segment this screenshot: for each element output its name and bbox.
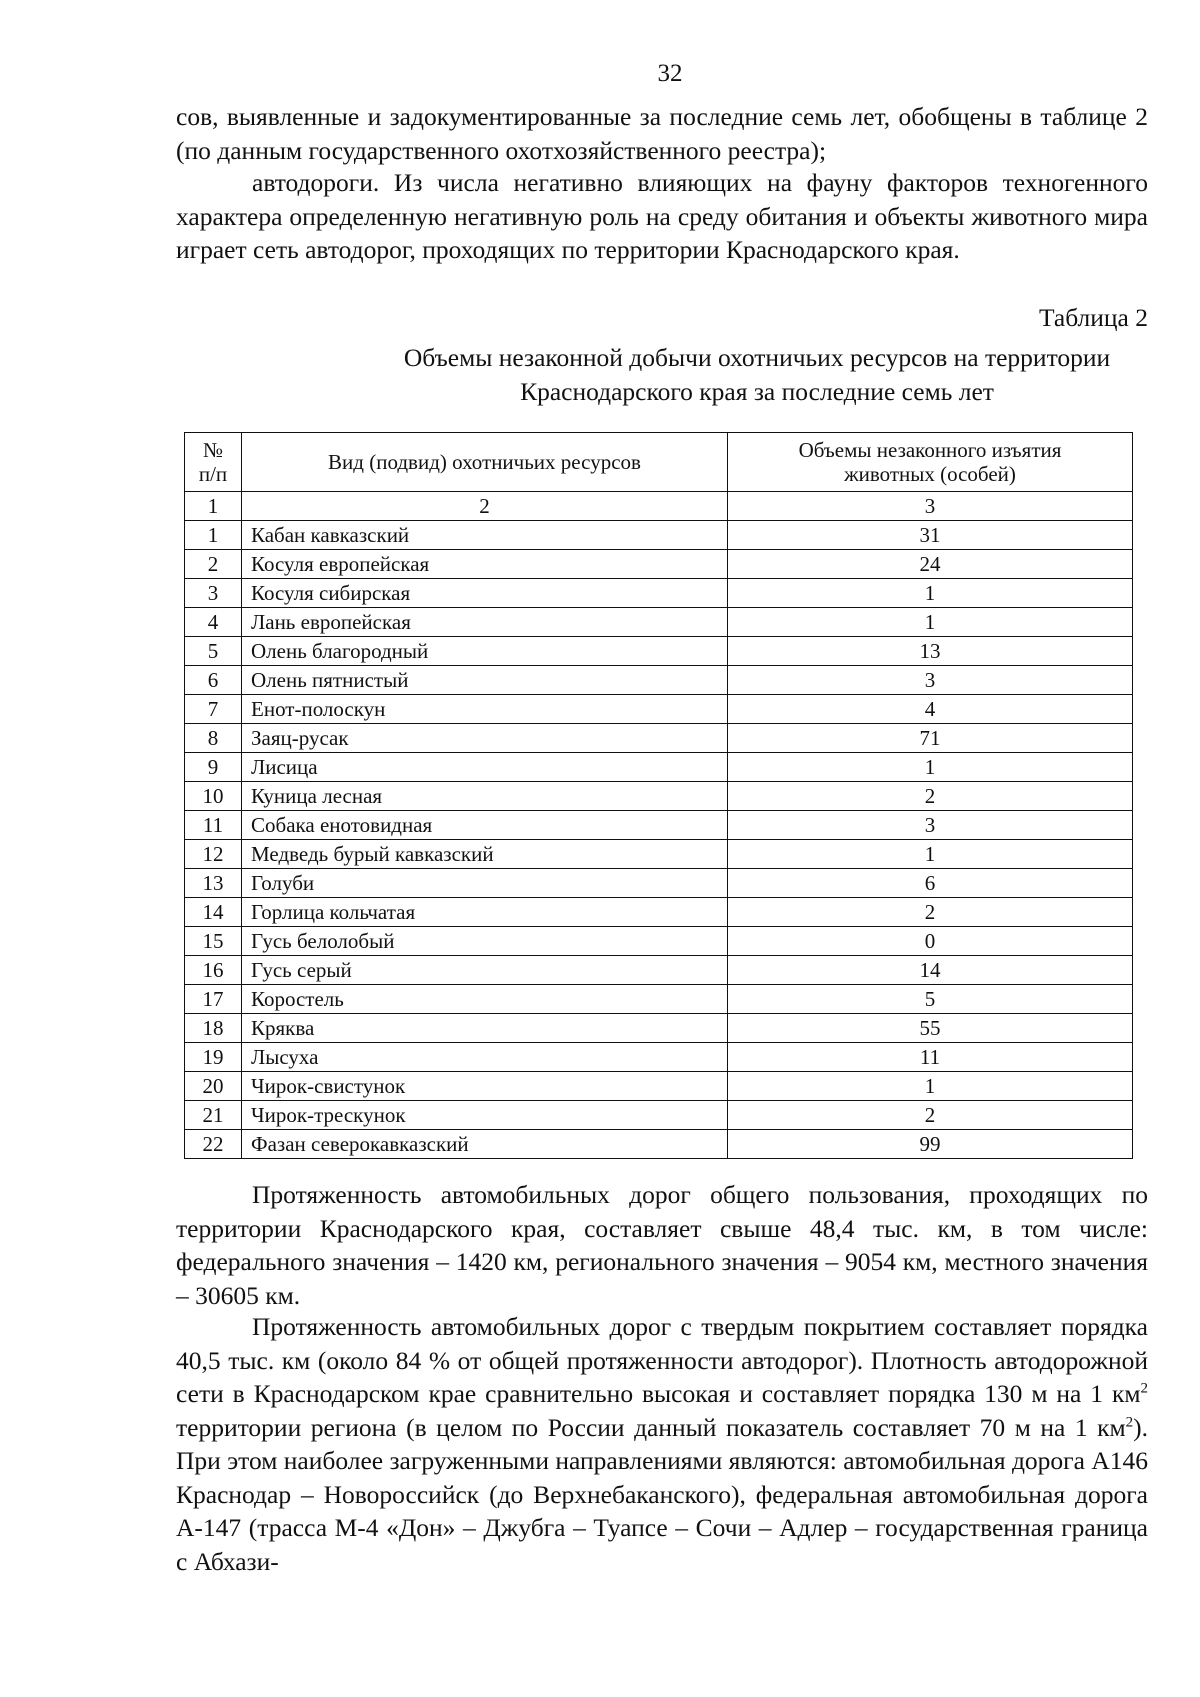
row-number: 5 — [185, 637, 242, 666]
table-row — [185, 579, 1133, 608]
row-number: 22 — [185, 1130, 242, 1159]
row-value: 1 — [728, 753, 1133, 782]
paragraph-3: Протяженность автомобильных дорог общего пользования, проходящих по территории Краснодарского края, составляет свыше 48,4 тыс. км, в том числе: федерального значения – 1420 км, регионального значения – 9054 км, местного значения – 30605 км. — [176, 1180, 1148, 1310]
table-row — [185, 869, 1133, 898]
superscript: 2 — [1125, 1414, 1134, 1430]
row-species: Чирок-свистунок — [242, 1072, 728, 1101]
row-species: Фазан северокавказский — [242, 1130, 728, 1159]
row-value: 0 — [728, 927, 1133, 956]
row-number: 21 — [185, 1101, 242, 1130]
row-species: Голуби — [242, 869, 728, 898]
table-row — [185, 637, 1133, 666]
row-value: 1 — [728, 1072, 1133, 1101]
table-row — [185, 753, 1133, 782]
table-row — [185, 811, 1133, 840]
table-row — [185, 1014, 1133, 1043]
table-row — [185, 782, 1133, 811]
paragraph-4-part-1: Протяженность автомобильных дорог с твердым покрытием составляет порядка 40,5 тыс. км (около 84 % от общей протяженности автодорог). Плотность автодорожной сети в Краснодарском крае сравнительно высокая и составляет порядка 130 м на 1 км — [176, 1312, 1148, 1408]
table-row — [185, 666, 1133, 695]
row-value: 6 — [728, 869, 1133, 898]
row-number: 14 — [185, 898, 242, 927]
table-row — [185, 985, 1133, 1014]
row-number: 12 — [185, 840, 242, 869]
row-value: 13 — [728, 637, 1133, 666]
column-number: 3 — [728, 492, 1133, 521]
row-value: 1 — [728, 579, 1133, 608]
table-row — [185, 521, 1133, 550]
row-value: 31 — [728, 521, 1133, 550]
row-species: Заяц-русак — [242, 724, 728, 753]
row-number: 11 — [185, 811, 242, 840]
table-row — [185, 1043, 1133, 1072]
row-value: 24 — [728, 550, 1133, 579]
row-value: 3 — [728, 811, 1133, 840]
row-species: Кряква — [242, 1014, 728, 1043]
superscript: 2 — [1140, 1380, 1148, 1397]
row-number: 3 — [185, 579, 242, 608]
row-species: Олень благородный — [242, 637, 728, 666]
row-number: 16 — [185, 956, 242, 985]
data-table — [184, 432, 1133, 1159]
row-species: Медведь бурый кавказский — [242, 840, 728, 869]
table-label: Таблица 2 — [1038, 303, 1148, 332]
table-row — [185, 956, 1133, 985]
table-row — [185, 608, 1133, 637]
row-value: 3 — [728, 666, 1133, 695]
row-species: Чирок-трескунок — [242, 1101, 728, 1130]
row-number: 4 — [185, 608, 242, 637]
row-number: 2 — [185, 550, 242, 579]
header-value — [728, 433, 1133, 492]
header-value-line-1: Объемы незаконного изъятия — [798, 438, 1062, 462]
paragraph-4 — [176, 1310, 1148, 1578]
row-number: 9 — [185, 753, 242, 782]
header-num-line-1: № — [202, 438, 224, 462]
row-number: 7 — [185, 695, 242, 724]
row-number: 13 — [185, 869, 242, 898]
row-species: Лысуха — [242, 1043, 728, 1072]
table-row — [185, 840, 1133, 869]
row-species: Косуля сибирская — [242, 579, 728, 608]
row-value: 1 — [728, 840, 1133, 869]
row-species: Горлица кольчатая — [242, 898, 728, 927]
row-value: 55 — [728, 1014, 1133, 1043]
row-species: Кабан кавказский — [242, 521, 728, 550]
header-num — [185, 433, 242, 492]
table-title — [176, 341, 1200, 409]
row-species: Гусь серый — [242, 956, 728, 985]
table-title-line-1: Объемы незаконной добычи охотничьих ресурсов на территории — [403, 343, 1111, 372]
row-value: 2 — [728, 1101, 1133, 1130]
header-name: Вид (подвид) охотничьих ресурсов — [242, 433, 728, 492]
row-value: 2 — [728, 782, 1133, 811]
table-row — [185, 898, 1133, 927]
row-number: 18 — [185, 1014, 242, 1043]
row-value: 2 — [728, 898, 1133, 927]
row-value: 71 — [728, 724, 1133, 753]
row-value: 1 — [728, 608, 1133, 637]
paragraph-4-part-3: ). При этом наиболее загруженными направлениями являются: автомобильная дорога А146 Краснодар – Новороссийск (до Верхнебаканского), федеральная автомобильная дорога А-147 (трасса М-4 «Дон» – Джубга – Туапсе – Сочи – Адлер – государственная граница с Абхази- — [176, 1412, 1148, 1576]
table-title-line-2: Краснодарского края за последние семь лет — [520, 377, 994, 406]
row-species: Коростель — [242, 985, 728, 1014]
column-number: 1 — [185, 492, 242, 521]
table-row — [185, 1072, 1133, 1101]
page-number: 32 — [657, 60, 683, 87]
row-number: 15 — [185, 927, 242, 956]
table-row — [185, 1130, 1133, 1159]
paragraph-2: автодороги. Из числа негативно влияющих на фауну факторов техногенного характера определенную негативную роль на среду обитания и объекты животного мира играет сеть автодорог, проходящих по территории Краснодарского края. — [176, 168, 1148, 264]
row-species: Гусь белолобый — [242, 927, 728, 956]
row-number: 8 — [185, 724, 242, 753]
row-value: 14 — [728, 956, 1133, 985]
header-value-line-2: животных (особей) — [844, 462, 1016, 486]
row-species: Куница лесная — [242, 782, 728, 811]
table-header-row — [185, 433, 1133, 492]
row-species: Енот-полоскун — [242, 695, 728, 724]
row-value: 5 — [728, 985, 1133, 1014]
row-number: 6 — [185, 666, 242, 695]
table-row — [185, 550, 1133, 579]
row-number: 20 — [185, 1072, 242, 1101]
paragraph-4-part-2: территории региона (в целом по России данный показатель составляет 70 м на 1 км — [176, 1412, 1126, 1442]
row-number: 1 — [185, 521, 242, 550]
header-num-line-2: п/п — [198, 462, 228, 486]
table-row — [185, 1101, 1133, 1130]
row-species: Лисица — [242, 753, 728, 782]
table-row — [185, 927, 1133, 956]
paragraph-1: сов, выявленные и задокументированные за последние семь лет, обобщены в таблице 2 (по данным государственного охотхозяйственного реестра); — [176, 102, 1148, 165]
row-species: Лань европейская — [242, 608, 728, 637]
row-number: 19 — [185, 1043, 242, 1072]
row-species: Олень пятнистый — [242, 666, 728, 695]
row-value: 4 — [728, 695, 1133, 724]
row-number: 10 — [185, 782, 242, 811]
row-species: Косуля европейская — [242, 550, 728, 579]
table-row — [185, 724, 1133, 753]
column-number-row — [185, 492, 1133, 521]
column-number: 2 — [242, 492, 728, 521]
row-value: 11 — [728, 1043, 1133, 1072]
row-number: 17 — [185, 985, 242, 1014]
row-value: 99 — [728, 1130, 1133, 1159]
table-row — [185, 695, 1133, 724]
row-species: Собака енотовидная — [242, 811, 728, 840]
